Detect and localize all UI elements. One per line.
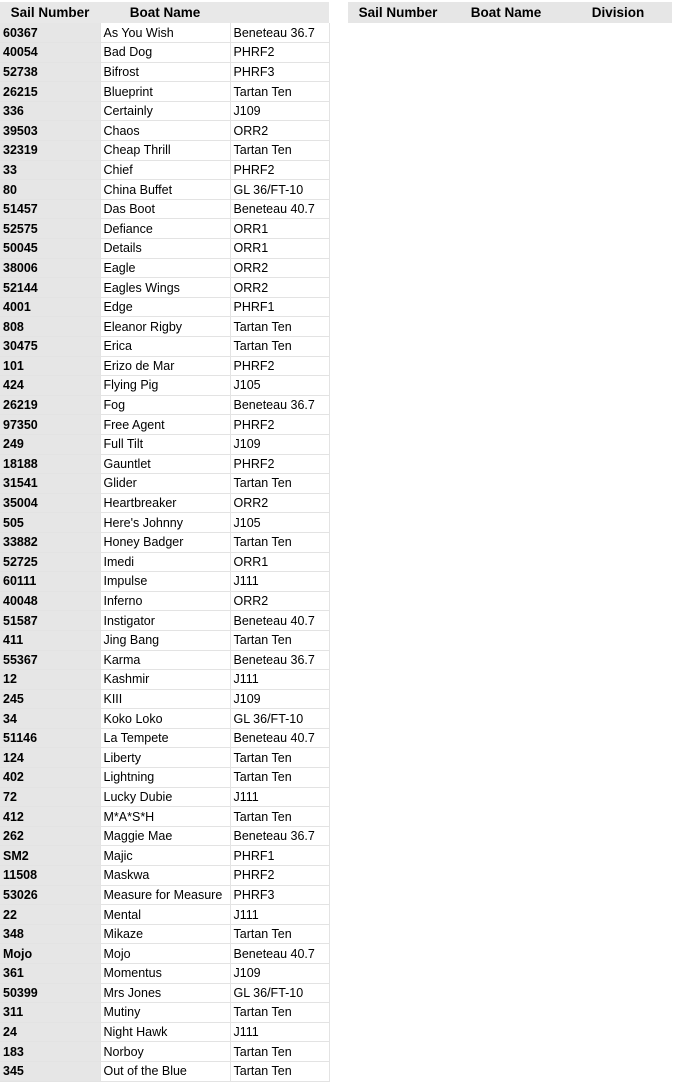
sail-number-cell[interactable]: 22 [0, 905, 100, 925]
sail-number-cell[interactable]: 60111 [0, 572, 100, 592]
division-cell[interactable]: Beneteau 40.7 [230, 199, 329, 219]
division-cell[interactable]: ORR2 [230, 493, 329, 513]
table-row[interactable] [0, 572, 329, 592]
left-header-row [0, 2, 329, 23]
division-cell[interactable]: ORR2 [230, 591, 329, 611]
division-cell[interactable]: J111 [230, 572, 329, 592]
division-cell[interactable]: Beneteau 40.7 [230, 611, 329, 631]
sail-number-cell[interactable]: 249 [0, 434, 100, 454]
table-row[interactable] [0, 924, 329, 944]
sail-number-cell[interactable]: 348 [0, 924, 100, 944]
boat-name-cell[interactable]: Momentus [100, 964, 230, 984]
sail-number-cell[interactable]: Mojo [0, 944, 100, 964]
division-cell[interactable]: PHRF3 [230, 885, 329, 905]
table-row[interactable] [0, 219, 329, 239]
boat-name-cell[interactable]: China Buffet [100, 180, 230, 200]
header-boat-name[interactable]: Boat Name [100, 2, 230, 23]
table-row[interactable] [0, 728, 329, 748]
sail-number-cell[interactable]: 52575 [0, 219, 100, 239]
sail-number-cell[interactable]: 411 [0, 630, 100, 650]
sail-number-cell[interactable]: 55367 [0, 650, 100, 670]
division-cell[interactable]: PHRF3 [230, 62, 329, 82]
sail-number-cell[interactable]: 72 [0, 787, 100, 807]
table-row[interactable] [0, 611, 329, 631]
table-row[interactable] [0, 82, 329, 102]
sail-number-cell[interactable]: 808 [0, 317, 100, 337]
boat-name-cell[interactable]: Erizo de Mar [100, 356, 230, 376]
sail-number-cell[interactable]: 505 [0, 513, 100, 533]
sail-number-cell[interactable]: SM2 [0, 846, 100, 866]
boat-name-cell[interactable]: Flying Pig [100, 376, 230, 396]
table-row[interactable] [0, 141, 329, 161]
table-row[interactable] [0, 493, 329, 513]
sail-number-cell[interactable]: 31541 [0, 474, 100, 494]
boat-name-cell[interactable]: Certainly [100, 101, 230, 121]
table-row[interactable] [0, 356, 329, 376]
sail-number-cell[interactable]: 24 [0, 1022, 100, 1042]
header-division[interactable] [230, 2, 329, 23]
division-cell[interactable]: J105 [230, 376, 329, 396]
division-cell[interactable]: J109 [230, 434, 329, 454]
boat-name-cell[interactable]: Out of the Blue [100, 1061, 230, 1081]
division-cell[interactable]: ORR2 [230, 278, 329, 298]
division-cell[interactable]: Tartan Ten [230, 317, 329, 337]
boat-name-cell[interactable]: Night Hawk [100, 1022, 230, 1042]
division-cell[interactable]: Beneteau 36.7 [230, 395, 329, 415]
division-cell[interactable]: Tartan Ten [230, 1061, 329, 1081]
sail-number-cell[interactable]: 51587 [0, 611, 100, 631]
division-cell[interactable]: J111 [230, 1022, 329, 1042]
sail-number-cell[interactable]: 26215 [0, 82, 100, 102]
division-cell[interactable]: PHRF2 [230, 160, 329, 180]
division-cell[interactable]: Tartan Ten [230, 82, 329, 102]
boat-name-cell[interactable]: Kashmir [100, 670, 230, 690]
division-cell[interactable]: Tartan Ten [230, 807, 329, 827]
table-row[interactable] [0, 258, 329, 278]
boat-name-cell[interactable]: Norboy [100, 1042, 230, 1062]
sail-number-cell[interactable]: 424 [0, 376, 100, 396]
boat-name-cell[interactable]: Imedi [100, 552, 230, 572]
division-cell[interactable]: GL 36/FT-10 [230, 983, 329, 1003]
sail-number-cell[interactable]: 311 [0, 1003, 100, 1023]
table-row[interactable] [0, 630, 329, 650]
division-cell[interactable]: PHRF1 [230, 846, 329, 866]
right-header-boat-name[interactable]: Boat Name [448, 2, 564, 23]
boat-name-cell[interactable]: Instigator [100, 611, 230, 631]
division-cell[interactable]: Beneteau 36.7 [230, 650, 329, 670]
table-row[interactable] [0, 474, 329, 494]
division-cell[interactable]: PHRF2 [230, 356, 329, 376]
table-row[interactable] [0, 846, 329, 866]
boat-name-cell[interactable]: M*A*S*H [100, 807, 230, 827]
sail-number-cell[interactable]: 4001 [0, 297, 100, 317]
table-row[interactable] [0, 944, 329, 964]
division-cell[interactable]: ORR1 [230, 239, 329, 259]
table-row[interactable] [0, 317, 329, 337]
table-row[interactable] [0, 552, 329, 572]
table-row[interactable] [0, 787, 329, 807]
sail-number-cell[interactable]: 38006 [0, 258, 100, 278]
table-row[interactable] [0, 1061, 329, 1081]
table-row[interactable] [0, 748, 329, 768]
table-row[interactable] [0, 964, 329, 984]
table-row[interactable] [0, 807, 329, 827]
table-row[interactable] [0, 337, 329, 357]
table-row[interactable] [0, 121, 329, 141]
division-cell[interactable]: J109 [230, 964, 329, 984]
sail-number-cell[interactable]: 60367 [0, 23, 100, 43]
division-cell[interactable]: J109 [230, 101, 329, 121]
boat-name-cell[interactable]: Bifrost [100, 62, 230, 82]
boat-name-cell[interactable]: KIII [100, 689, 230, 709]
boat-name-cell[interactable]: Impulse [100, 572, 230, 592]
table-row[interactable] [0, 101, 329, 121]
boat-name-cell[interactable]: Mental [100, 905, 230, 925]
division-table [348, 2, 672, 23]
sail-number-cell[interactable]: 11508 [0, 866, 100, 886]
boat-name-cell[interactable]: Eagle [100, 258, 230, 278]
sail-number-cell[interactable]: 33882 [0, 532, 100, 552]
table-row[interactable] [0, 278, 329, 298]
boat-name-cell[interactable]: Das Boot [100, 199, 230, 219]
boat-name-cell[interactable]: Mikaze [100, 924, 230, 944]
table-row[interactable] [0, 62, 329, 82]
division-cell[interactable]: Tartan Ten [230, 1003, 329, 1023]
boat-name-cell[interactable]: La Tempete [100, 728, 230, 748]
table-row[interactable] [0, 376, 329, 396]
sail-number-cell[interactable]: 39503 [0, 121, 100, 141]
sail-number-cell[interactable]: 336 [0, 101, 100, 121]
sail-number-cell[interactable]: 262 [0, 826, 100, 846]
table-row[interactable] [0, 689, 329, 709]
division-cell[interactable]: PHRF2 [230, 43, 329, 63]
boat-name-cell[interactable]: Inferno [100, 591, 230, 611]
table-row[interactable] [0, 160, 329, 180]
sail-number-cell[interactable]: 101 [0, 356, 100, 376]
right-header-sail-number[interactable]: Sail Number [348, 2, 448, 23]
boat-name-cell[interactable]: Cheap Thrill [100, 141, 230, 161]
sail-number-cell[interactable]: 26219 [0, 395, 100, 415]
table-row[interactable] [0, 239, 329, 259]
table-row[interactable] [0, 454, 329, 474]
boat-name-cell[interactable]: Chaos [100, 121, 230, 141]
division-cell[interactable]: Tartan Ten [230, 768, 329, 788]
division-cell[interactable]: ORR1 [230, 552, 329, 572]
division-cell[interactable]: Tartan Ten [230, 630, 329, 650]
division-cell[interactable]: PHRF1 [230, 297, 329, 317]
right-header-row [348, 2, 672, 23]
division-cell[interactable]: PHRF2 [230, 866, 329, 886]
division-cell[interactable]: Beneteau 36.7 [230, 23, 329, 43]
table-row[interactable] [0, 297, 329, 317]
sail-number-cell[interactable]: 30475 [0, 337, 100, 357]
sail-number-cell[interactable]: 412 [0, 807, 100, 827]
sail-number-cell[interactable]: 97350 [0, 415, 100, 435]
division-cell[interactable]: Tartan Ten [230, 474, 329, 494]
division-cell[interactable]: J105 [230, 513, 329, 533]
sail-number-cell[interactable]: 402 [0, 768, 100, 788]
boat-name-cell[interactable]: Chief [100, 160, 230, 180]
boat-name-cell[interactable]: Eagles Wings [100, 278, 230, 298]
table-row[interactable] [0, 1022, 329, 1042]
sail-number-cell[interactable]: 33 [0, 160, 100, 180]
division-cell[interactable]: Beneteau 36.7 [230, 826, 329, 846]
sail-number-cell[interactable]: 124 [0, 748, 100, 768]
boat-list-table [0, 2, 330, 1082]
boat-name-cell[interactable]: Lucky Dubie [100, 787, 230, 807]
division-cell[interactable]: GL 36/FT-10 [230, 180, 329, 200]
boat-name-cell[interactable]: Eleanor Rigby [100, 317, 230, 337]
table-row[interactable] [0, 885, 329, 905]
sail-number-cell[interactable]: 32319 [0, 141, 100, 161]
sail-number-cell[interactable]: 52725 [0, 552, 100, 572]
division-cell[interactable]: Tartan Ten [230, 532, 329, 552]
division-cell[interactable]: ORR1 [230, 219, 329, 239]
sail-number-cell[interactable]: 52738 [0, 62, 100, 82]
division-cell[interactable]: Tartan Ten [230, 1042, 329, 1062]
table-row[interactable] [0, 905, 329, 925]
boat-name-cell[interactable]: Karma [100, 650, 230, 670]
boat-name-cell[interactable]: Erica [100, 337, 230, 357]
sail-number-cell[interactable]: 53026 [0, 885, 100, 905]
table-row[interactable] [0, 768, 329, 788]
boat-name-cell[interactable]: Edge [100, 297, 230, 317]
division-cell[interactable]: PHRF2 [230, 454, 329, 474]
boat-name-cell[interactable]: Mutiny [100, 1003, 230, 1023]
table-row[interactable] [0, 513, 329, 533]
boat-name-cell[interactable]: Full Tilt [100, 434, 230, 454]
boat-name-cell[interactable]: Mrs Jones [100, 983, 230, 1003]
header-sail-number[interactable]: Sail Number [0, 2, 100, 23]
sail-number-cell[interactable]: 50045 [0, 239, 100, 259]
sail-number-cell[interactable]: 18188 [0, 454, 100, 474]
boat-name-cell[interactable]: As You Wish [100, 23, 230, 43]
boat-name-cell[interactable]: Bad Dog [100, 43, 230, 63]
table-row[interactable] [0, 43, 329, 63]
boat-name-cell[interactable]: Free Agent [100, 415, 230, 435]
division-cell[interactable]: J111 [230, 787, 329, 807]
table-row[interactable] [0, 1003, 329, 1023]
boat-name-cell[interactable]: Defiance [100, 219, 230, 239]
boat-name-cell[interactable]: Fog [100, 395, 230, 415]
table-row[interactable] [0, 180, 329, 200]
sail-number-cell[interactable]: 35004 [0, 493, 100, 513]
table-row[interactable] [0, 866, 329, 886]
table-row[interactable] [0, 199, 329, 219]
table-row[interactable] [0, 395, 329, 415]
table-row[interactable] [0, 434, 329, 454]
division-cell[interactable]: Beneteau 40.7 [230, 728, 329, 748]
boat-name-cell[interactable]: Honey Badger [100, 532, 230, 552]
table-row[interactable] [0, 532, 329, 552]
table-row[interactable] [0, 1042, 329, 1062]
division-cell[interactable]: Tartan Ten [230, 337, 329, 357]
boat-name-cell[interactable]: Lightning [100, 768, 230, 788]
table-row[interactable] [0, 709, 329, 729]
sail-number-cell[interactable]: 50399 [0, 983, 100, 1003]
division-cell[interactable]: Beneteau 40.7 [230, 944, 329, 964]
boat-name-cell[interactable]: Details [100, 239, 230, 259]
boat-name-cell[interactable]: Maskwa [100, 866, 230, 886]
table-row[interactable] [0, 826, 329, 846]
table-row[interactable] [0, 591, 329, 611]
boat-name-cell[interactable]: Jing Bang [100, 630, 230, 650]
sail-number-cell[interactable]: 80 [0, 180, 100, 200]
boat-name-cell[interactable]: Majic [100, 846, 230, 866]
sail-number-cell[interactable]: 51457 [0, 199, 100, 219]
sail-number-cell[interactable]: 245 [0, 689, 100, 709]
division-cell[interactable]: PHRF2 [230, 415, 329, 435]
table-row[interactable] [0, 983, 329, 1003]
boat-name-cell[interactable]: Gauntlet [100, 454, 230, 474]
division-cell[interactable]: J111 [230, 905, 329, 925]
sail-number-cell[interactable]: 51146 [0, 728, 100, 748]
sail-number-cell[interactable]: 345 [0, 1061, 100, 1081]
division-cell[interactable]: Tartan Ten [230, 924, 329, 944]
division-cell[interactable]: Tartan Ten [230, 141, 329, 161]
sail-number-cell[interactable]: 361 [0, 964, 100, 984]
division-cell[interactable]: J111 [230, 670, 329, 690]
sail-number-cell[interactable]: 52144 [0, 278, 100, 298]
division-cell[interactable]: ORR2 [230, 258, 329, 278]
boat-name-cell[interactable]: Koko Loko [100, 709, 230, 729]
sail-number-cell[interactable]: 34 [0, 709, 100, 729]
right-header-division[interactable]: Division [564, 2, 672, 23]
boat-name-cell[interactable]: Measure for Measure [100, 885, 230, 905]
sail-number-cell[interactable]: 183 [0, 1042, 100, 1062]
boat-name-cell[interactable]: Heartbreaker [100, 493, 230, 513]
boat-list-body [0, 23, 329, 1081]
table-row[interactable] [0, 650, 329, 670]
boat-name-cell[interactable]: Liberty [100, 748, 230, 768]
boat-name-cell[interactable]: Here's Johnny [100, 513, 230, 533]
division-cell[interactable]: J109 [230, 689, 329, 709]
boat-name-cell[interactable]: Glider [100, 474, 230, 494]
table-row[interactable] [0, 415, 329, 435]
table-row[interactable] [0, 23, 329, 43]
division-cell[interactable]: Tartan Ten [230, 748, 329, 768]
division-cell[interactable]: ORR2 [230, 121, 329, 141]
boat-name-cell[interactable]: Mojo [100, 944, 230, 964]
table-row[interactable] [0, 670, 329, 690]
sail-number-cell[interactable]: 12 [0, 670, 100, 690]
boat-name-cell[interactable]: Maggie Mae [100, 826, 230, 846]
sail-number-cell[interactable]: 40048 [0, 591, 100, 611]
division-cell[interactable]: GL 36/FT-10 [230, 709, 329, 729]
boat-name-cell[interactable]: Blueprint [100, 82, 230, 102]
sail-number-cell[interactable]: 40054 [0, 43, 100, 63]
